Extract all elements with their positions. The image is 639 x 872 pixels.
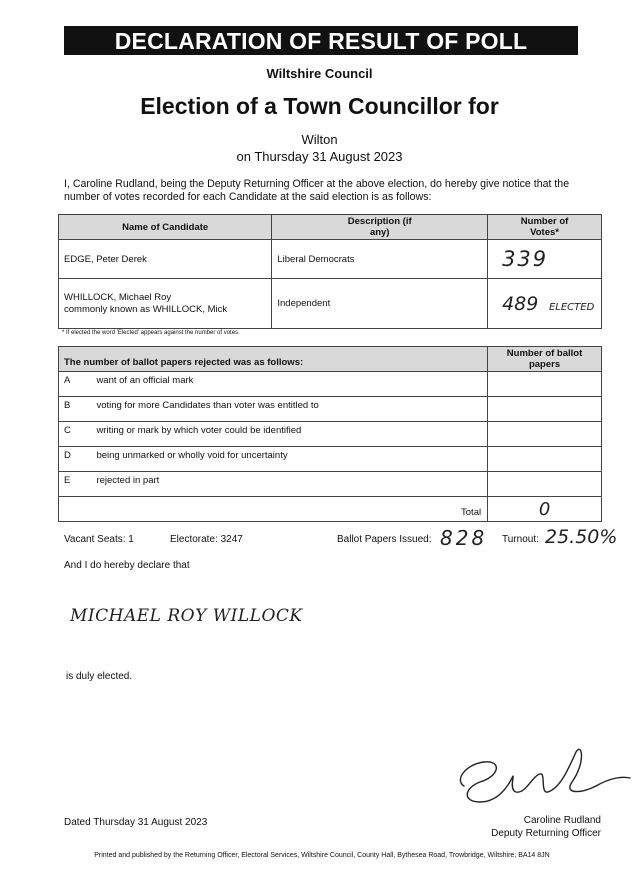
votes-handwritten: 489: [502, 292, 539, 315]
candidate-name: EDGE, Peter Derek: [59, 240, 272, 279]
rejected-letter: E: [59, 472, 97, 497]
rejected-row: [59, 397, 602, 422]
council-name: Wiltshire Council: [266, 66, 373, 81]
electorate: Electorate: 3247: [170, 534, 243, 545]
rejected-reason: rejected in part: [96, 472, 487, 497]
rejected-row: [59, 447, 602, 472]
candidates-header-row: [59, 215, 602, 240]
candidate-row: [59, 240, 602, 279]
rejected-letter: C: [59, 422, 97, 447]
candidate-votes: [488, 279, 602, 329]
candidate-votes: [488, 240, 602, 279]
ballot-papers-issued-value: 828: [440, 526, 488, 550]
rejected-reason: voting for more Candidates than voter was entitled to: [96, 397, 487, 422]
elected-handwritten: ELECTED: [548, 301, 595, 313]
rejected-ballots-table: [58, 346, 602, 522]
header-candidate-name: Name of Candidate: [59, 215, 272, 240]
signer-title: Deputy Returning Officer: [491, 828, 601, 839]
header-description: Description (if any): [272, 215, 488, 240]
rejected-total-row: [59, 497, 602, 522]
rejected-count: [488, 397, 602, 422]
rejected-row: [59, 372, 602, 397]
election-date: on Thursday 31 August 2023: [236, 149, 403, 164]
rejected-count: [488, 372, 602, 397]
turnout-label: Turnout:: [502, 534, 539, 545]
dated-line: Dated Thursday 31 August 2023: [64, 817, 208, 828]
declaration-text: And I do hereby declare that: [64, 560, 190, 571]
signature-image: [450, 742, 635, 808]
candidate-legal-name: WHILLOCK, Michael Roy: [64, 291, 172, 303]
rejected-count: [488, 422, 602, 447]
header-votes: Number of Votes*: [488, 215, 602, 240]
candidate-name: [59, 279, 272, 329]
rejected-header-row: [59, 347, 602, 372]
rejected-reason: writing or mark by which voter could be identified: [96, 422, 487, 447]
candidate-row: [59, 279, 602, 329]
signer-name: Caroline Rudland: [523, 815, 601, 826]
turnout-value: 25.50%: [545, 526, 618, 548]
ballot-papers-issued-label: Ballot Papers Issued:: [337, 534, 432, 545]
votes-handwritten: 339: [502, 247, 549, 271]
document-banner: DECLARATION OF RESULT OF POLL: [64, 26, 578, 55]
votes-footnote: * If elected the word 'Elected' appears against the number of votes.: [62, 330, 240, 336]
rejected-row: [59, 472, 602, 497]
rejected-header: The number of ballot papers rejected was as follows:: [59, 347, 488, 372]
rejected-letter: D: [59, 447, 97, 472]
total-label: Total: [59, 497, 488, 522]
candidates-table: [58, 214, 602, 329]
ward-name: Wilton: [301, 132, 338, 147]
election-title: Election of a Town Councillor for: [140, 93, 499, 119]
intro-paragraph: I, Caroline Rudland, being the Deputy Returning Officer at the above election, do hereby give notice that the number of votes recorded for each Candidate at the said election is as follows:: [64, 178, 570, 203]
rejected-count: [488, 447, 602, 472]
candidate-description: Liberal Democrats: [272, 240, 488, 279]
elected-candidate-handwritten: MICHAEL ROY WILLOCK: [70, 606, 303, 626]
duly-elected-text: is duly elected.: [66, 671, 133, 682]
candidate-description: Independent: [272, 279, 488, 329]
total-handwritten: 0: [538, 498, 551, 520]
rejected-row: [59, 422, 602, 447]
rejected-count: [488, 472, 602, 497]
signer-block: [491, 814, 601, 840]
rejected-count-header: Number of ballot papers: [488, 347, 602, 372]
rejected-reason: want of an official mark: [96, 372, 487, 397]
rejected-letter: B: [59, 397, 97, 422]
printed-by-footer: Printed and published by the Returning Officer, Electoral Services, Wiltshire Council, County Hall, Bythesea Road, Trowbridge, Wiltshire, BA14 8JN: [94, 852, 550, 859]
candidate-alias: commonly known as WHILLOCK, Mick: [64, 303, 228, 315]
vacant-seats: Vacant Seats: 1: [64, 534, 134, 545]
rejected-letter: A: [59, 372, 97, 397]
total-value: [488, 497, 602, 522]
rejected-reason: being unmarked or wholly void for uncertainty: [96, 447, 487, 472]
